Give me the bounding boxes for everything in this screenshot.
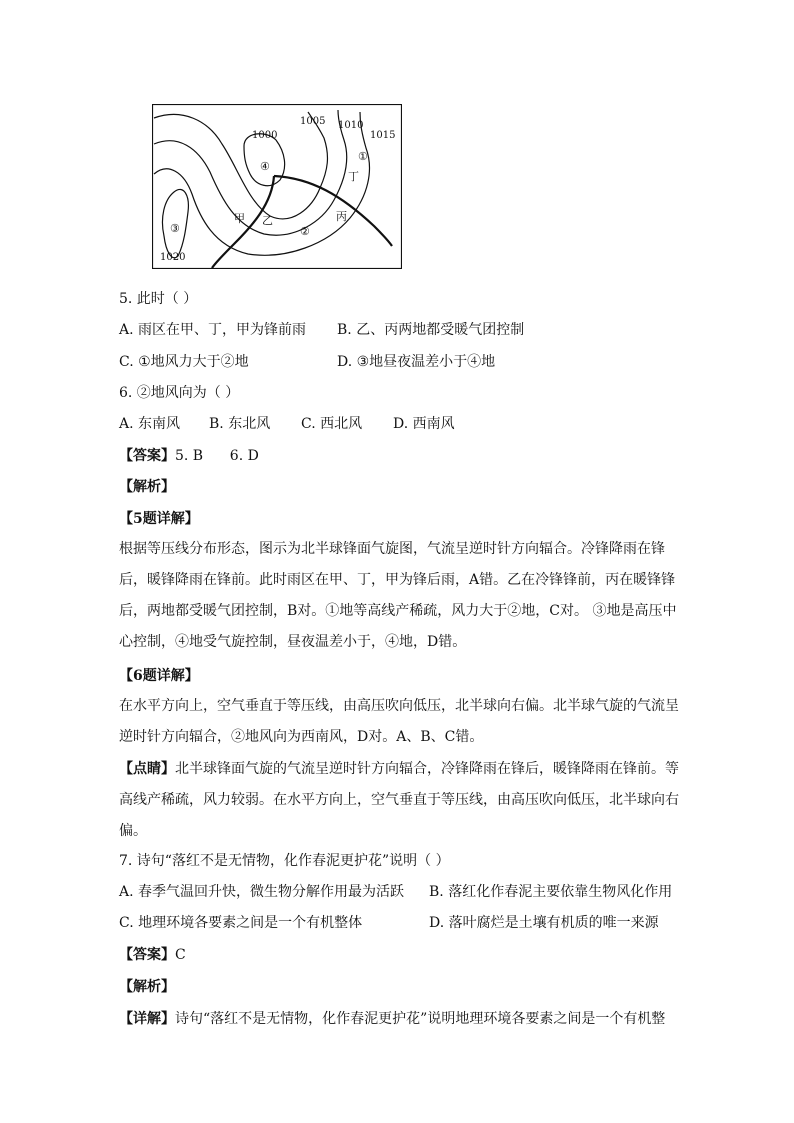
- detail-6-heading: 【6题详解】: [119, 668, 199, 684]
- isobar-1010: [154, 110, 347, 235]
- option-6a: A. 东南风: [119, 416, 181, 432]
- option-6b: B. 东北风: [209, 416, 271, 432]
- area-label-3: ③: [170, 222, 180, 235]
- option-6d: D. 西南风: [393, 416, 455, 432]
- area-label-1: ①: [358, 150, 368, 163]
- option-7a: A. 春季气温回升快，微生物分解作用最为活跃: [119, 884, 405, 900]
- option-6c: C. 西北风: [301, 416, 363, 432]
- question-5-stem: 5. 此时（ ）: [119, 291, 198, 307]
- tip-paragraph: [119, 754, 681, 847]
- isobar-label-1010: 1010: [338, 120, 364, 131]
- question-6-options: [119, 414, 689, 434]
- option-7b: B. 落红化作春泥主要依靠生物风化作用: [429, 884, 673, 900]
- isobar-1005: [154, 112, 327, 219]
- isobar-value-labels: [160, 116, 395, 263]
- area-label-jia: 甲: [234, 212, 245, 225]
- answer-7-label: 【答案】: [119, 947, 175, 963]
- answer-7: [119, 945, 689, 965]
- isobar-label-1015: 1015: [370, 130, 396, 141]
- option-5a: A. 雨区在甲、丁，甲为锋前雨: [119, 322, 307, 338]
- option-5b: B. 乙、丙两地都受暖气团控制: [337, 322, 525, 338]
- option-5c: C. ①地风力大于②地: [119, 354, 249, 370]
- isobar-label-1005: 1005: [300, 116, 326, 127]
- tip-body: 北半球锋面气旋的气流呈逆时针方向辐合，冷锋降雨在锋后，暖锋降雨在锋前。等高线产稀疏，风力较弱。在水平方向上，空气垂直于等压线，由高压吹向低压，北半球向右偏。: [119, 761, 679, 839]
- question-6-stem: 6. ②地风向为（ ）: [119, 385, 240, 401]
- area-label-ding: 丁: [348, 170, 359, 183]
- area-label-4: ④: [260, 160, 270, 173]
- detail-5-body: 根据等压线分布形态，图示为北半球锋面气旋图，气流呈逆时针方向辐合。冷锋降雨在锋后，暖锋降雨在锋前。此时雨区在甲、丁，甲为锋后雨，A错。乙在冷锋锋前，丙在暖锋锋后，两地都受暖气团控制，B对。①地等高线产稀疏，风力大于②地，C对。 ③地是高压中心控制，④地受气旋控制，昼夜温差小于，④地，D错。: [119, 541, 677, 650]
- analysis-heading: 【解析】: [119, 479, 175, 495]
- detail-5-heading: 【5题详解】: [119, 511, 199, 527]
- detail-7-body: 诗句“落红不是无情物，化作春泥更护花”说明地理环境各要素之间是一个有机整: [175, 1011, 666, 1027]
- area-label-bing: 丙: [336, 210, 347, 223]
- question-5-options-row-1: [119, 320, 689, 340]
- isobar-label-1020: 1020: [160, 252, 186, 263]
- isobar-label-1000: 1000: [252, 130, 278, 141]
- question-7-options-row-2: [119, 913, 689, 933]
- answer-5-6: [119, 446, 689, 466]
- isobar-map-svg: [152, 104, 402, 269]
- isobar-map-figure: [152, 104, 402, 269]
- answer-7-text: C: [175, 947, 186, 963]
- option-7c: C. 地理环境各要素之间是一个有机整体: [119, 915, 363, 931]
- tip-label: 【点睛】: [119, 761, 175, 777]
- area-label-2: ②: [300, 225, 310, 238]
- detail-7-label: 【详解】: [119, 1011, 175, 1027]
- answer-label: 【答案】: [119, 448, 175, 464]
- analysis-2-heading: 【解析】: [119, 979, 175, 995]
- question-5-options-row-2: [119, 352, 689, 372]
- option-5d: D. ③地昼夜温差小于④地: [337, 354, 496, 370]
- detail-7: [119, 1009, 689, 1029]
- detail-6-body: 在水平方向上，空气垂直于等压线，由高压吹向低压，北半球向右偏。北半球气旋的气流呈逆时针方向辐合，②地风向为西南风，D对。A、B、C错。: [119, 698, 679, 745]
- answer-text: 5. B 6. D: [175, 448, 259, 464]
- option-7d: D. 落叶腐烂是土壤有机质的唯一来源: [429, 915, 659, 931]
- warm-front-line: [274, 176, 392, 246]
- question-7-stem: 7. 诗句“落红不是无情物，化作春泥更护花”说明（ ）: [119, 853, 450, 869]
- area-label-yi: 乙: [262, 214, 273, 227]
- question-7-options-row-1: [119, 882, 689, 902]
